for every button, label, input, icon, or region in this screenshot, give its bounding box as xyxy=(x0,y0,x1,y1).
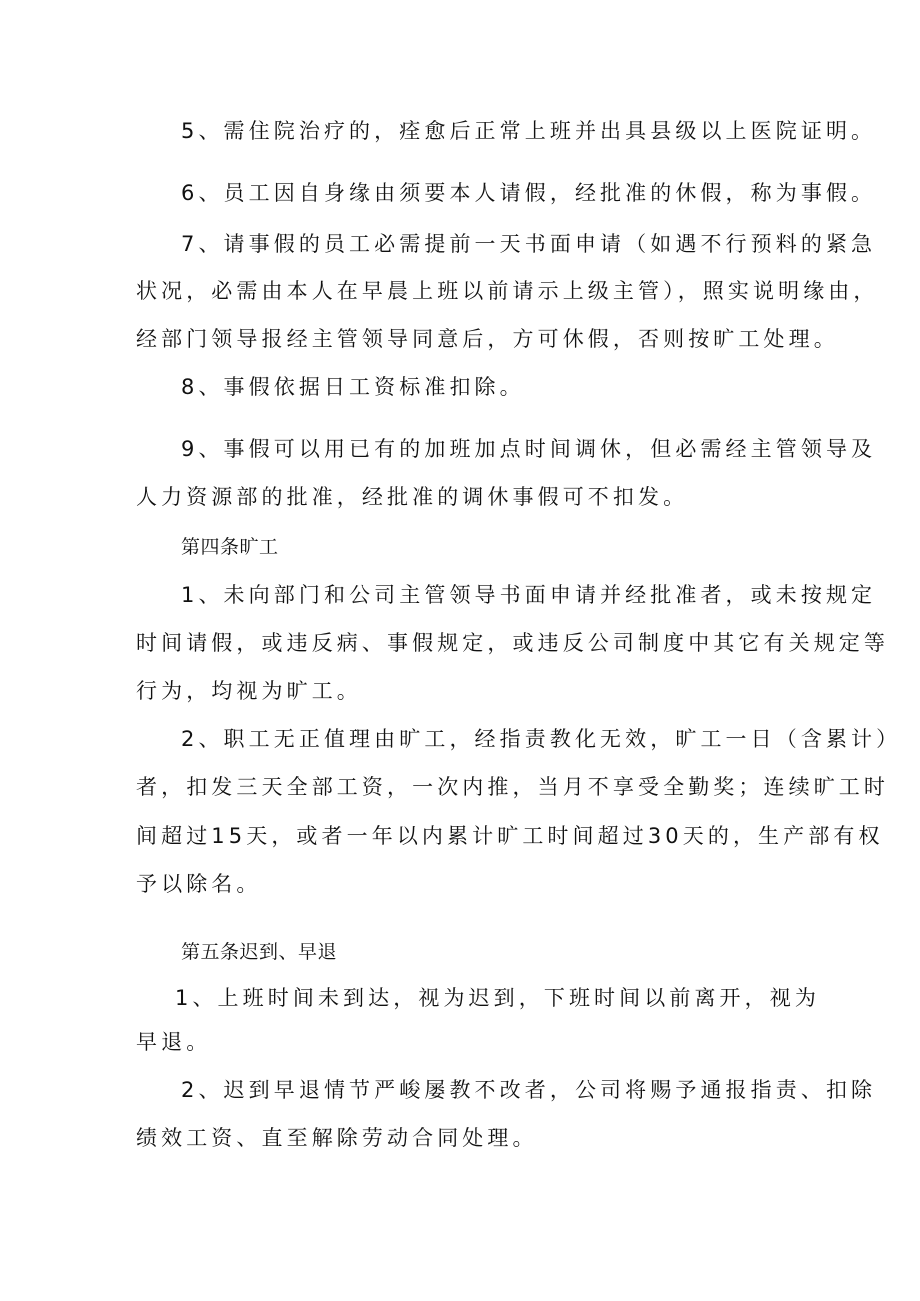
absenteeism-clause-1-line-2: 时间请假，或违反病、事假规定，或违反公司制度中其它有关规定等 xyxy=(136,631,889,655)
absenteeism-clause-1-line-3: 行为，均视为旷工。 xyxy=(136,679,362,703)
absenteeism-clause-1-line-1: 1、未向部门和公司主管领导书面申请并经批准者，或未按规定 xyxy=(181,583,877,607)
section-heading-late-early: 第五条迟到、早退 xyxy=(181,941,338,963)
absenteeism-clause-2-line-2: 者，扣发三天全部工资，一次内推，当月不享受全勤奖；连续旷工时 xyxy=(136,775,889,799)
clause-7-line-1: 7、请事假的员工必需提前一天书面申请（如遇不行预料的紧急 xyxy=(181,232,877,256)
clause-6-line-1: 6、员工因自身缘由须要本人请假，经批准的休假，称为事假。 xyxy=(181,181,877,205)
clause-9-line-1: 9、事假可以用已有的加班加点时间调休，但必需经主管领导及 xyxy=(181,437,877,461)
late-clause-1-line-1: 1、上班时间未到达，视为迟到，下班时间以前离开，视为 xyxy=(175,986,820,1010)
absenteeism-clause-2-line-4: 予以除名。 xyxy=(136,872,262,896)
clause-9-line-2: 人力资源部的批准，经批准的调休事假可不扣发。 xyxy=(136,485,689,509)
clause-8-line-1: 8、事假依据日工资标准扣除。 xyxy=(181,375,525,399)
absenteeism-clause-2-line-1: 2、职工无正值理由旷工，经指责教化无效，旷工一日（含累计） xyxy=(181,727,902,751)
clause-7-line-2: 状况，必需由本人在早晨上班以前请示上级主管），照实说明缘由， xyxy=(136,279,879,303)
late-clause-2-line-1: 2、迟到早退情节严峻屡教不改者，公司将赐予通报指责、扣除 xyxy=(181,1078,877,1102)
clause-7-line-3: 经部门领导报经主管领导同意后，方可休假，否则按旷工处理。 xyxy=(136,327,839,351)
absenteeism-clause-2-line-3: 间超过15天，或者一年以内累计旷工时间超过30天的，生产部有权 xyxy=(136,824,884,848)
section-heading-absenteeism: 第四条旷工 xyxy=(181,536,279,558)
clause-5-line-1: 5、需住院治疗的，痊愈后正常上班并出具县级以上医院证明。 xyxy=(181,119,877,143)
late-clause-1-line-2: 早退。 xyxy=(136,1030,212,1054)
late-clause-2-line-2: 绩效工资、直至解除劳动合同处理。 xyxy=(136,1126,538,1150)
